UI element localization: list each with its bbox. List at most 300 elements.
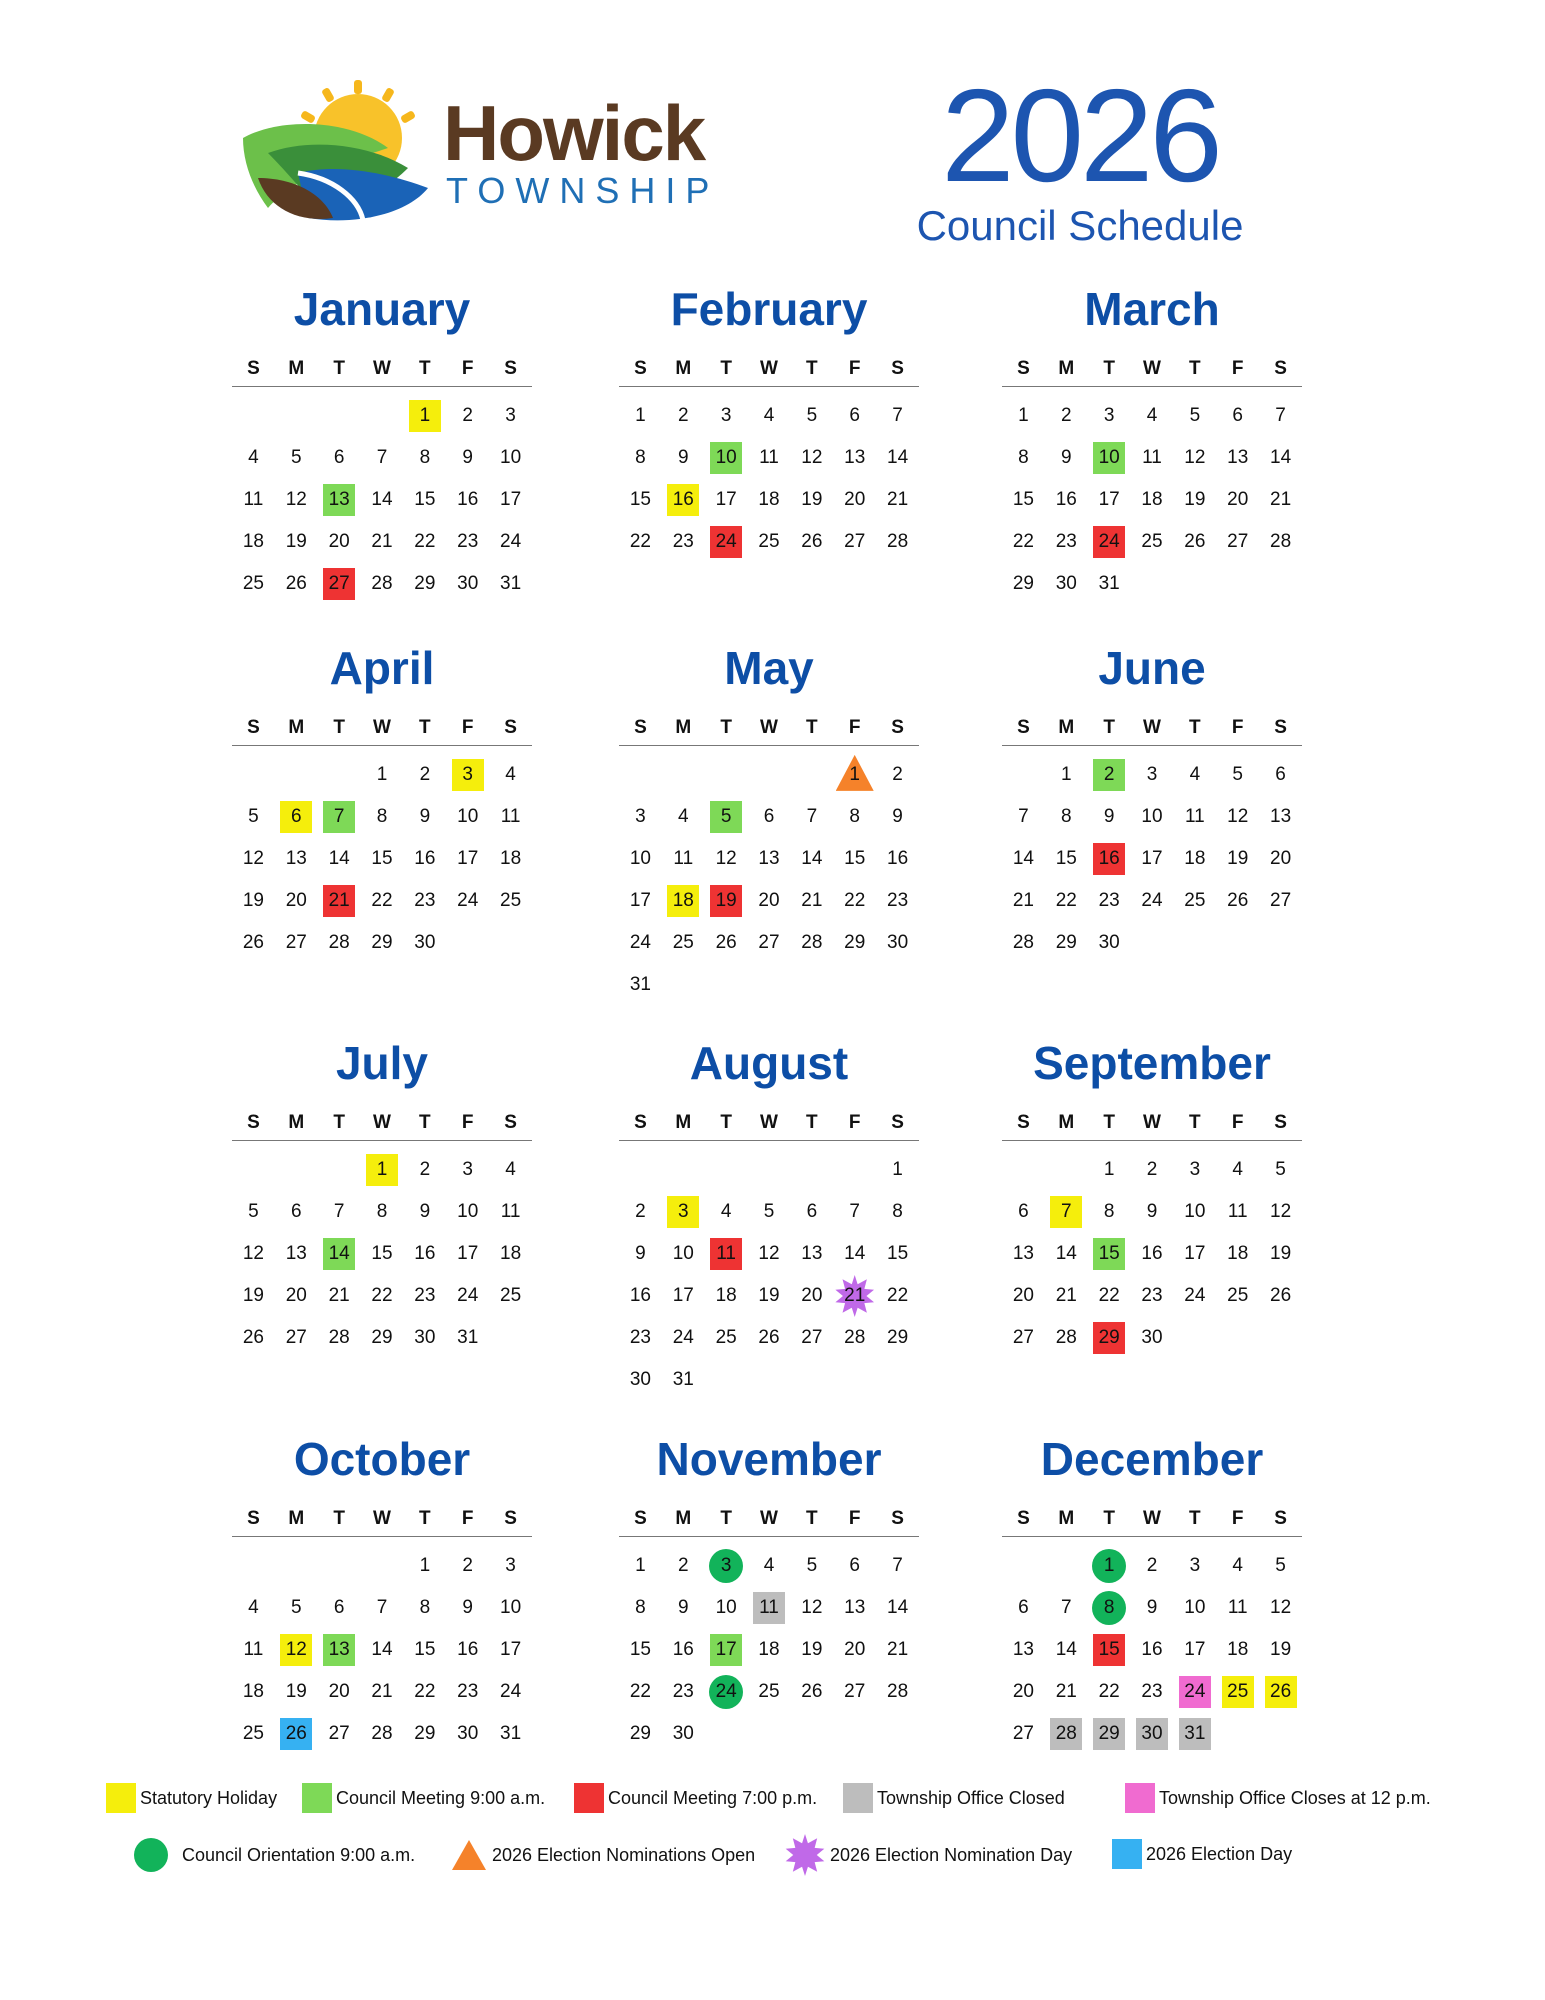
weekday-label: S (634, 1508, 647, 1529)
day-cell (1002, 395, 1045, 437)
day-number: 10 (629, 848, 651, 869)
legend-swatch-gray (843, 1783, 873, 1813)
day-cell (1259, 838, 1302, 880)
day-number: 3 (1189, 1555, 1201, 1576)
day-number: 30 (414, 932, 436, 953)
day-cell (446, 521, 489, 563)
day-number: 16 (1055, 489, 1077, 510)
weekday-label: T (333, 358, 345, 379)
day-cell (1045, 1671, 1088, 1713)
day-cell (1002, 479, 1045, 521)
day-cell (790, 1233, 833, 1275)
legend-label: 2026 Election Nominations Open (492, 1844, 756, 1865)
day-cell (361, 1671, 404, 1713)
day-cell (361, 1587, 404, 1629)
day-number: 19 (242, 890, 264, 911)
day-cell (790, 1629, 833, 1671)
day-number: 6 (333, 447, 345, 468)
day-number: 28 (371, 573, 393, 594)
logo-wordmark: Howick (443, 89, 705, 177)
day-number: 10 (500, 447, 522, 468)
day-cell (1088, 1149, 1131, 1191)
empty-cell (1045, 1149, 1088, 1191)
day-cell (489, 1713, 532, 1755)
day-cell (275, 838, 318, 880)
day-number: 9 (1103, 806, 1115, 827)
day-number: 22 (414, 1681, 436, 1702)
weekday-label: T (419, 717, 431, 738)
month-name: August (689, 1037, 849, 1089)
day-number: 11 (243, 1639, 264, 1660)
day-cell (876, 838, 919, 880)
empty-cell (361, 395, 404, 437)
day-cell (318, 1317, 361, 1359)
day-number: 11 (759, 447, 779, 468)
day-cell (232, 1275, 275, 1317)
empty-cell (1002, 1149, 1045, 1191)
day-cell (1259, 1149, 1302, 1191)
day-number: 12 (1270, 1201, 1292, 1222)
legend-office-closes-noon (1125, 1783, 1431, 1813)
day-number: 24 (715, 1681, 737, 1702)
day-number: 28 (328, 1327, 350, 1348)
day-number: 25 (1141, 531, 1163, 552)
day-number: 15 (414, 489, 436, 510)
day-cell (403, 437, 446, 479)
empty-cell (662, 754, 705, 796)
day-cell (1216, 838, 1259, 880)
day-number: 24 (1098, 531, 1120, 552)
day-number: 27 (844, 1681, 866, 1702)
weekday-label: S (1274, 358, 1287, 379)
day-number: 4 (1232, 1555, 1243, 1576)
legend-council-orientation (134, 1838, 415, 1872)
day-cell (1131, 521, 1174, 563)
day-cell-holiday (275, 796, 318, 838)
day-cell (1002, 563, 1045, 605)
day-cell (748, 796, 791, 838)
day-cell (275, 1275, 318, 1317)
day-number: 19 (285, 1681, 307, 1702)
day-cell (1259, 754, 1302, 796)
day-cell (790, 521, 833, 563)
day-cell (489, 563, 532, 605)
day-number: 8 (376, 806, 388, 827)
legend-nomination-day (784, 1834, 1072, 1876)
day-number: 26 (715, 932, 737, 953)
weekday-label: S (1017, 717, 1030, 738)
day-number: 31 (672, 1369, 694, 1390)
day-number: 6 (290, 806, 302, 827)
day-number: 14 (1055, 1639, 1077, 1660)
day-number: 12 (285, 489, 307, 510)
day-cell-closed (748, 1587, 791, 1629)
legend-nominations-open (452, 1840, 755, 1870)
empty-cell (275, 754, 318, 796)
day-number: 14 (328, 1243, 350, 1264)
day-cell (318, 1191, 361, 1233)
day-number: 9 (462, 1597, 473, 1618)
day-number: 4 (1189, 764, 1201, 785)
day-number: 9 (1146, 1201, 1158, 1222)
day-number: 16 (672, 1639, 694, 1660)
weekday-label: T (333, 1112, 345, 1133)
day-number: 27 (1227, 531, 1249, 552)
day-cell (662, 1275, 705, 1317)
day-number: 28 (1012, 932, 1034, 953)
day-number: 12 (1270, 1597, 1292, 1618)
day-number: 14 (328, 848, 350, 869)
day-number: 28 (1270, 531, 1292, 552)
weekday-label: S (504, 1112, 517, 1133)
weekday-header (1002, 1106, 1302, 1141)
day-number: 27 (1012, 1723, 1034, 1744)
day-number: 3 (677, 1201, 689, 1222)
day-cell (446, 1149, 489, 1191)
day-number: 12 (715, 848, 737, 869)
day-cell (662, 796, 705, 838)
day-cell (403, 922, 446, 964)
day-number: 23 (414, 1285, 436, 1306)
day-cell-meet-pm (1088, 521, 1131, 563)
day-number: 3 (720, 1555, 732, 1576)
day-number: 18 (672, 890, 694, 911)
day-number: 13 (1012, 1639, 1034, 1660)
day-cell (1045, 754, 1088, 796)
day-cell (232, 880, 275, 922)
day-cell (232, 1233, 275, 1275)
day-cell (748, 521, 791, 563)
day-cell (876, 521, 919, 563)
day-cell-meet-am (705, 437, 748, 479)
day-cell (403, 563, 446, 605)
month-october (232, 1428, 532, 1755)
weekday-label: T (419, 358, 431, 379)
day-cell (1131, 1671, 1174, 1713)
day-cell (1002, 521, 1045, 563)
day-number: 2 (419, 1159, 431, 1180)
empty-cell (232, 754, 275, 796)
day-grid (1002, 1545, 1302, 1755)
day-cell (1045, 838, 1088, 880)
day-number: 23 (1141, 1285, 1163, 1306)
weekday-label: S (891, 717, 904, 738)
weekday-label: W (760, 717, 778, 738)
township-logo (238, 78, 720, 228)
day-cell (1216, 437, 1259, 479)
day-number: 21 (801, 890, 823, 911)
day-number: 24 (457, 1285, 479, 1306)
day-number: 11 (673, 848, 694, 869)
weekday-label: F (848, 358, 861, 379)
day-number: 24 (1141, 890, 1163, 911)
day-cell (403, 1629, 446, 1671)
empty-cell (619, 754, 662, 796)
day-cell (619, 796, 662, 838)
day-cell (489, 1671, 532, 1713)
day-cell (662, 1629, 705, 1671)
day-number: 14 (1270, 447, 1292, 468)
weekday-label: S (504, 1508, 517, 1529)
day-number: 19 (1270, 1243, 1292, 1264)
day-number: 13 (1270, 806, 1292, 827)
day-cell (1259, 1629, 1302, 1671)
day-number: 23 (1055, 531, 1077, 552)
day-number: 18 (1227, 1243, 1249, 1264)
day-number: 24 (1184, 1681, 1206, 1702)
day-cell-meet-am (1088, 754, 1131, 796)
day-cell (705, 1275, 748, 1317)
empty-cell (275, 395, 318, 437)
day-number: 25 (1184, 890, 1206, 911)
day-cell (748, 880, 791, 922)
day-number: 5 (1275, 1555, 1286, 1576)
day-number: 12 (758, 1243, 780, 1264)
weekday-label: S (504, 717, 517, 738)
day-number: 28 (801, 932, 823, 953)
day-number: 18 (1227, 1639, 1249, 1660)
day-number: 20 (758, 890, 780, 911)
day-cell (403, 1317, 446, 1359)
day-number: 30 (887, 932, 909, 953)
day-cell (232, 796, 275, 838)
legend-circle-green-icon (134, 1838, 168, 1872)
day-cell (275, 521, 318, 563)
weekday-header (232, 1502, 532, 1537)
day-cell (1173, 1545, 1216, 1587)
logo-subtitle: TOWNSHIP (446, 170, 720, 211)
day-cell (1131, 1545, 1174, 1587)
day-cell (833, 1317, 876, 1359)
day-number: 17 (672, 1285, 694, 1306)
day-number: 11 (1227, 1597, 1248, 1618)
weekday-label: M (288, 1508, 305, 1529)
weekday-label: W (1143, 1112, 1161, 1133)
day-number: 8 (635, 1597, 646, 1618)
day-number: 28 (887, 531, 909, 552)
empty-cell (361, 1545, 404, 1587)
day-number: 29 (1098, 1327, 1120, 1348)
day-number: 29 (629, 1723, 651, 1744)
day-cell-closed (1131, 1713, 1174, 1755)
day-cell (232, 437, 275, 479)
day-cell-nom-open (833, 754, 876, 796)
day-number: 11 (1227, 1201, 1248, 1222)
day-cell (833, 922, 876, 964)
day-number: 23 (672, 531, 694, 552)
day-cell (790, 437, 833, 479)
day-number: 24 (457, 890, 479, 911)
day-number: 25 (715, 1327, 737, 1348)
day-number: 21 (1055, 1681, 1077, 1702)
day-cell (662, 521, 705, 563)
weekday-label: F (848, 1112, 861, 1133)
day-number: 23 (1098, 890, 1120, 911)
day-cell (1173, 479, 1216, 521)
legend-swatch-pink (1125, 1783, 1155, 1813)
day-number: 31 (500, 1723, 522, 1744)
day-number: 20 (328, 531, 350, 552)
day-number: 1 (892, 1159, 903, 1180)
day-cell-holiday (662, 479, 705, 521)
day-cell (489, 1233, 532, 1275)
weekday-label: M (675, 1508, 692, 1529)
day-number: 25 (500, 1285, 522, 1306)
day-number: 15 (1098, 1639, 1120, 1660)
day-number: 29 (1012, 573, 1034, 594)
day-number: 16 (1141, 1243, 1163, 1264)
day-cell (446, 1275, 489, 1317)
day-cell (361, 1233, 404, 1275)
month-june (1002, 637, 1302, 964)
day-number: 22 (371, 1285, 393, 1306)
day-number: 7 (333, 806, 345, 827)
day-number: 5 (290, 1597, 302, 1618)
day-number: 10 (1184, 1201, 1206, 1222)
day-cell (1173, 754, 1216, 796)
day-number: 21 (328, 890, 350, 911)
day-cell (489, 1545, 532, 1587)
day-number: 21 (371, 1681, 393, 1702)
day-number: 25 (500, 890, 522, 911)
day-number: 15 (414, 1639, 436, 1660)
day-cell (619, 964, 662, 1006)
day-cell (662, 1713, 705, 1755)
day-number: 31 (457, 1327, 479, 1348)
day-number: 4 (720, 1201, 732, 1222)
day-cell (790, 838, 833, 880)
day-number: 24 (715, 531, 737, 552)
day-number: 12 (242, 1243, 264, 1264)
day-number: 7 (806, 806, 818, 827)
day-cell (748, 1275, 791, 1317)
day-number: 10 (1184, 1597, 1206, 1618)
day-number: 14 (887, 447, 909, 468)
weekday-label: T (720, 358, 732, 379)
schedule-subtitle: Council Schedule (916, 202, 1244, 249)
day-number: 13 (328, 489, 350, 510)
weekday-label: F (1231, 717, 1244, 738)
day-number: 22 (1098, 1285, 1120, 1306)
day-cell-holiday (1216, 1671, 1259, 1713)
weekday-header (1002, 352, 1302, 387)
day-cell (446, 479, 489, 521)
month-february (619, 278, 919, 563)
day-number: 17 (629, 890, 651, 911)
day-cell (361, 1317, 404, 1359)
day-number: 1 (419, 405, 431, 426)
weekday-label: M (288, 717, 305, 738)
weekday-label: T (1189, 1508, 1201, 1529)
day-cell-nom-day (833, 1275, 876, 1317)
day-cell (876, 1671, 919, 1713)
day-cell (1216, 395, 1259, 437)
day-number: 11 (500, 1201, 521, 1222)
day-cell (876, 1587, 919, 1629)
day-cell (446, 1671, 489, 1713)
day-cell (1045, 1275, 1088, 1317)
month-march (1002, 278, 1302, 605)
day-number: 3 (462, 764, 473, 785)
day-number: 12 (285, 1639, 307, 1660)
empty-cell (275, 1545, 318, 1587)
day-number: 9 (677, 447, 689, 468)
day-cell (403, 1713, 446, 1755)
day-cell (705, 1317, 748, 1359)
day-cell (1002, 1317, 1045, 1359)
day-cell (1131, 1191, 1174, 1233)
day-number: 29 (844, 932, 866, 953)
day-cell (275, 922, 318, 964)
day-cell (1088, 563, 1131, 605)
weekday-label: W (1143, 358, 1161, 379)
day-cell (1259, 437, 1302, 479)
day-number: 7 (892, 1555, 903, 1576)
day-cell (790, 1671, 833, 1713)
day-cell-meet-am (318, 796, 361, 838)
day-cell-meet-pm (1088, 1317, 1131, 1359)
day-cell-meet-pm (705, 521, 748, 563)
day-number: 2 (1146, 1555, 1158, 1576)
legend-swatch-blue (1112, 1839, 1142, 1869)
day-cell (232, 1671, 275, 1713)
day-cell (833, 1671, 876, 1713)
day-cell (1002, 1671, 1045, 1713)
weekday-label: T (720, 1508, 732, 1529)
month-name: January (293, 283, 471, 335)
weekday-label: S (891, 358, 904, 379)
legend-swatch-green (302, 1783, 332, 1813)
weekday-label: W (373, 358, 391, 379)
day-cell (489, 437, 532, 479)
empty-cell (232, 1545, 275, 1587)
day-cell (1259, 521, 1302, 563)
day-number: 20 (285, 1285, 307, 1306)
day-number: 22 (887, 1285, 909, 1306)
weekday-label: W (1143, 1508, 1161, 1529)
day-cell (662, 1671, 705, 1713)
day-number: 11 (500, 806, 521, 827)
month-name: May (724, 642, 814, 694)
day-cell (361, 1629, 404, 1671)
day-number: 28 (371, 1723, 393, 1744)
day-number: 4 (677, 806, 689, 827)
day-number: 26 (285, 573, 307, 594)
day-cell-meet-am (1088, 1233, 1131, 1275)
empty-cell (748, 754, 791, 796)
day-cell (876, 922, 919, 964)
day-cell-holiday (446, 754, 489, 796)
day-cell (1045, 880, 1088, 922)
weekday-label: T (1189, 717, 1201, 738)
day-number: 24 (500, 531, 522, 552)
day-number: 3 (505, 405, 516, 426)
day-cell (1002, 1275, 1045, 1317)
day-cell (833, 796, 876, 838)
weekday-label: S (1017, 1508, 1030, 1529)
day-number: 3 (720, 405, 732, 426)
weekday-label: M (1058, 358, 1075, 379)
day-number: 28 (1055, 1723, 1077, 1744)
day-cell (446, 1629, 489, 1671)
day-cell (790, 880, 833, 922)
day-number: 1 (1103, 1159, 1115, 1180)
day-cell (1002, 796, 1045, 838)
day-number: 7 (1018, 806, 1029, 827)
day-cell (446, 838, 489, 880)
day-cell (275, 1191, 318, 1233)
day-cell (876, 796, 919, 838)
